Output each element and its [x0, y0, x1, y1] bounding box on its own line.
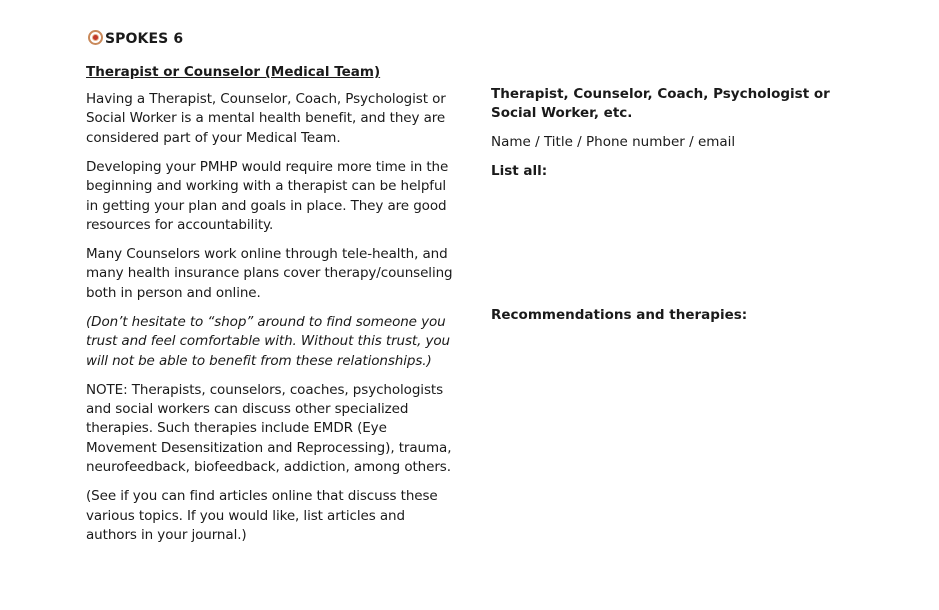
paragraph-shop-around: (Don’t hesitate to “shop” around to find someone you trust and feel comfortable with. Without this trust, you will not be able to benefit from these relationships.): [86, 313, 451, 369]
spokes-logo-center: [92, 34, 99, 41]
contact-fields-line: Name / Title / Phone number / email: [491, 134, 736, 151]
header-title: SPOKES 6: [105, 31, 184, 47]
right-column: [491, 85, 856, 182]
list-all-label: List all:: [491, 163, 548, 180]
spokes-logo-icon: [88, 30, 103, 45]
paragraph-pmhp: Developing your PMHP would require more time in the beginning and working with a therapist can be helpful in getting your plan and goals in place. They are good resources for accountability.: [86, 158, 449, 234]
paragraph-telehealth: Many Counselors work online through tele-health, and many health insurance plans cover therapy/counseling both in person and online.: [86, 246, 453, 301]
recommendations-label: Recommendations and therapies:: [491, 307, 748, 323]
left-column: [86, 63, 458, 555]
contact-heading: Therapist, Counselor, Coach, Psychologist or Social Worker, etc.: [491, 86, 830, 122]
paragraph-articles: (See if you can find articles online that discuss these various topics. If you would like, list articles and authors in your journal.): [86, 488, 438, 544]
section-title: Therapist or Counselor (Medical Team): [86, 64, 381, 80]
paragraph-note: NOTE: Therapists, counselors, coaches, psychologists and social workers can discuss other specialized therapies. Such therapies include EMDR (Eye Movement Desensitization and Reprocessing), trauma, neurofeedback, biofeedback, addiction, among others.: [86, 381, 452, 476]
page-header: [88, 31, 183, 47]
paragraph-medical-team: Having a Therapist, Counselor, Coach, Psychologist or Social Worker is a mental health benefit, and they are considered part of your Medical Team.: [86, 91, 446, 146]
